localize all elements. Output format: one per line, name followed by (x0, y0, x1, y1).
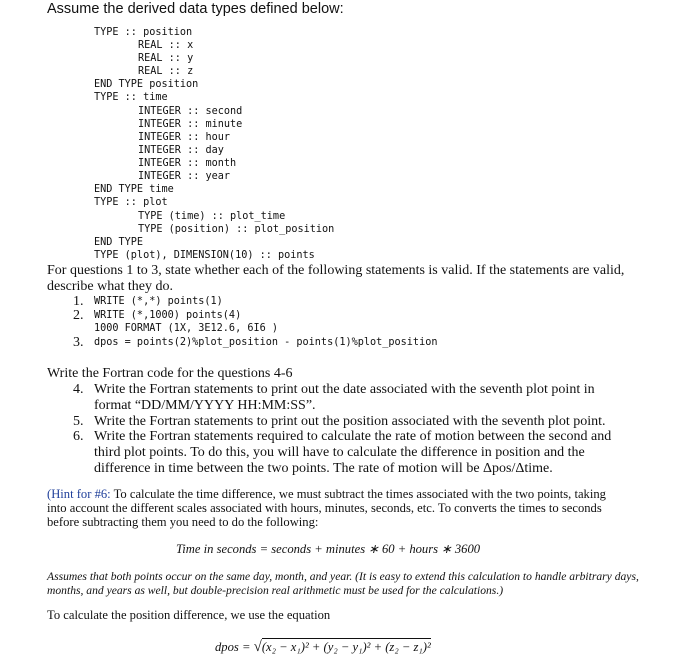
question-3-code: dpos = points(2)%plot_position - points(1)%plot_position (94, 337, 438, 348)
question-4-text: Write the Fortran statements to print out the date associated with the seventh plot point in (94, 382, 595, 397)
hint-paragraph (47, 487, 606, 502)
hint-text: To calculate the time difference, we must subtract the times associated with the two points, taking (113, 487, 606, 501)
question-3-number: 3. (73, 335, 84, 350)
questions-4-6-intro: Write the Fortran code for the questions 4-6 (47, 366, 293, 381)
dpos-equation-lhs: dpos = (215, 640, 251, 654)
code-line: INTEGER :: day (138, 145, 224, 156)
question-4-number: 4. (73, 382, 84, 397)
questions-1-3-intro-cont: describe what they do. (47, 279, 173, 294)
question-6-text-cont2: difference in time between the two points. The rate of motion will be Δpos/Δtime. (94, 461, 553, 476)
question-6-text: Write the Fortran statements required to calculate the rate of motion between the second and (94, 429, 612, 444)
code-line: TYPE (plot), DIMENSION(10) :: points (94, 250, 315, 261)
hint-label: (Hint for #6: (47, 487, 111, 501)
square-root-icon: √ (253, 639, 262, 655)
code-line: END TYPE (94, 237, 144, 248)
code-line: INTEGER :: month (138, 158, 237, 169)
position-difference-intro: To calculate the position difference, we use the equation (47, 608, 331, 622)
question-5-number: 5. (73, 414, 84, 429)
question-6-number: 6. (73, 429, 84, 444)
time-in-seconds-equation: Time in seconds = seconds + minutes ∗ 60 + hours ∗ 3600 (176, 542, 481, 556)
code-line: END TYPE position (94, 79, 199, 90)
code-line: REAL :: y (138, 53, 194, 64)
code-line: TYPE :: plot (94, 197, 168, 208)
code-line: TYPE :: time (94, 92, 168, 103)
code-line: INTEGER :: minute (138, 119, 243, 130)
code-line: TYPE (time) :: plot_time (138, 211, 286, 222)
question-2-format: 1000 FORMAT (1X, 3E12.6, 6I6 ) (94, 323, 279, 334)
code-line: REAL :: x (138, 40, 194, 51)
question-1-code: WRITE (*,*) points(1) (94, 296, 223, 307)
question-4-text-cont: format “DD/MM/YYYY HH:MM:SS”. (94, 398, 316, 413)
question-2-number: 2. (73, 308, 84, 323)
questions-1-3-intro: For questions 1 to 3, state whether each of the following statements is valid. If the statements are valid, (47, 263, 625, 278)
assumption-note: Assumes that both points occur on the same day, month, and year. (It is easy to extend this calculation to handle arbitrary days, (47, 570, 639, 583)
question-6-text-cont: third plot points. To do this, you will have to calculate the difference in position and the (94, 445, 585, 460)
code-line: TYPE (position) :: plot_position (138, 224, 335, 235)
hint-text-cont2: before subtracting them you need to do the following: (47, 515, 319, 529)
code-line: INTEGER :: hour (138, 132, 231, 143)
code-line: REAL :: z (138, 66, 194, 77)
hint-text-cont: into account the different scales associated with hours, minutes, seconds, etc. To converts the times to seconds (47, 501, 602, 515)
dpos-equation-rhs: (x₂ − x₁)² + (y₂ − y₁)² + (z₂ − z₁)² (261, 640, 431, 654)
question-5-text: Write the Fortran statements to print out the position associated with the seventh plot point. (94, 414, 606, 429)
code-line: INTEGER :: year (138, 171, 231, 182)
code-line: INTEGER :: second (138, 106, 243, 117)
code-line: TYPE :: position (94, 27, 193, 38)
page-heading: Assume the derived data types defined below: (47, 1, 344, 17)
code-line: END TYPE time (94, 184, 174, 195)
assumption-note-cont: months, and years as well, but double-precision real arithmetic must be used for the calculations.) (47, 584, 504, 597)
dpos-equation (215, 638, 431, 656)
question-2-code: WRITE (*,1000) points(4) (94, 310, 242, 321)
question-1-number: 1. (73, 294, 84, 309)
